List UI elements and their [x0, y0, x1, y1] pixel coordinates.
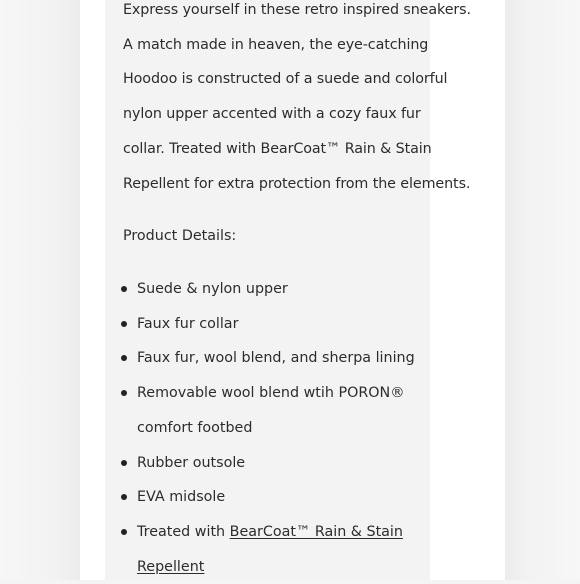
list-item [105, 446, 430, 481]
bullet-icon [121, 529, 127, 535]
list-item-text: Faux fur, wool blend, and sherpa lining [137, 350, 415, 367]
bearcoat-link-continued[interactable]: Repellent [137, 558, 205, 575]
bullet-icon [121, 390, 127, 396]
bullet-icon [121, 494, 127, 500]
list-item [105, 272, 430, 307]
description-line: Express yourself in these retro inspired sneakers. [123, 2, 471, 18]
page-background-right [505, 0, 580, 580]
list-item-text: Removable wool blend wtih PORON® [137, 385, 405, 402]
product-description-panel [105, 0, 471, 580]
product-details-heading: Product Details: [123, 228, 237, 244]
list-item-text-continued: comfort footbed [137, 419, 253, 436]
list-item [105, 515, 430, 584]
list-item [105, 376, 430, 445]
description-line: collar. Treated with BearCoat™ Rain & Stain [123, 140, 432, 157]
list-item-text: EVA midsole [137, 489, 226, 506]
list-item-text-continued [137, 550, 430, 584]
list-item-text: Suede & nylon upper [137, 281, 288, 297]
list-item-prefix: Treated with [137, 523, 230, 540]
product-description [123, 0, 471, 201]
bullet-icon [121, 321, 127, 327]
list-item [105, 480, 430, 515]
description-line: Hoodoo is constructed of a suede and colorful [123, 71, 448, 88]
bullet-icon [121, 286, 127, 292]
list-item-text-wrapper [137, 515, 430, 550]
list-item-text: Faux fur collar [137, 315, 239, 332]
bullet-icon [121, 355, 127, 361]
list-item [105, 307, 430, 342]
list-item [105, 341, 430, 376]
list-item-text: Rubber outsole [137, 454, 246, 471]
page-background-left [0, 0, 80, 580]
bullet-icon [121, 460, 127, 466]
description-line: Repellent for extra protection from the elements. [123, 175, 471, 192]
bearcoat-link[interactable]: BearCoat™ Rain & Stain [229, 523, 403, 540]
product-details-list [105, 272, 430, 584]
description-line: nylon upper accented with a cozy faux fur [123, 106, 421, 123]
description-line: A match made in heaven, the eye-catching [123, 36, 429, 53]
